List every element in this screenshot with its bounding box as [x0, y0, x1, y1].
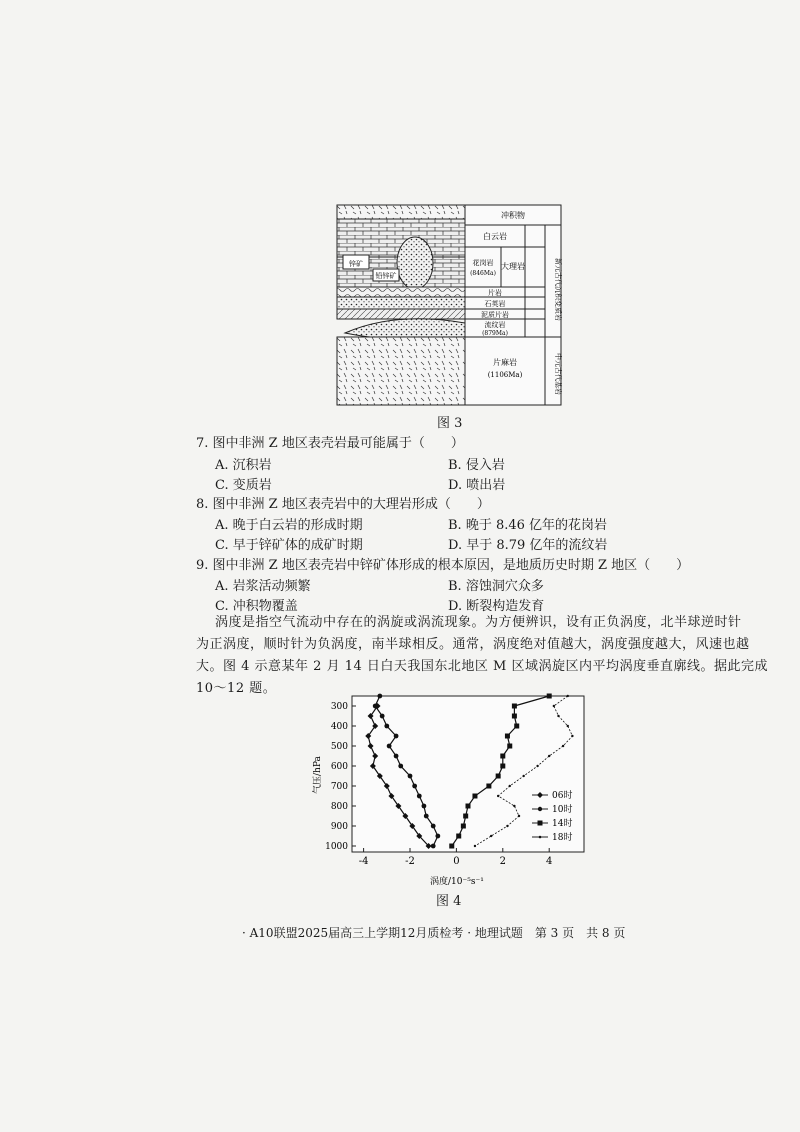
figure-4-caption: 图 4 — [436, 894, 462, 909]
y-tick-label: 600 — [330, 762, 348, 772]
data-point — [424, 814, 429, 819]
passage-line-4: 10～12 题。 — [196, 681, 277, 696]
col-side-bottom: 中元古代基岩 — [554, 353, 562, 395]
x-tick-label: 0 — [453, 856, 460, 867]
data-point — [562, 745, 564, 747]
data-point — [567, 725, 569, 727]
data-point — [486, 784, 491, 789]
data-point — [500, 764, 505, 769]
data-point — [394, 754, 399, 759]
col-rhyolite-age: (879Ma) — [482, 330, 508, 337]
passage-line-2: 为正涡度，顺时针为负涡度，南半球相反。通常，涡度绝对值越大，涡度强度越大，风速也越 — [196, 637, 750, 652]
x-tick-label: -2 — [405, 856, 415, 867]
data-point — [547, 694, 552, 699]
passage-line-3: 大。图 4 示意某年 2 月 14 日白天我国东北地区 M 区域涡旋区内平均涡度垂直廓线。据此完成 — [196, 659, 768, 674]
data-point — [571, 735, 573, 737]
data-point — [536, 765, 538, 767]
x-axis-label: 涡度/10⁻⁵s⁻¹ — [430, 877, 484, 887]
x-tick-label: -4 — [358, 856, 369, 867]
x-tick-label: 2 — [499, 856, 506, 867]
data-point — [496, 774, 501, 779]
passage-line-1: 涡度是指空气流动中存在的涡旋或涡流现象。为方便辨识，设有正负涡度，北半球逆时针 — [215, 615, 742, 630]
legend-label: 18时 — [552, 833, 573, 843]
data-point — [394, 734, 399, 739]
question-8-option-b[interactable]: B. 晚于 8.46 亿年的花岗岩 — [448, 518, 608, 533]
question-7-option-c[interactable]: C. 变质岩 — [215, 478, 272, 493]
legend-label: 10时 — [552, 805, 573, 815]
question-7-option-d[interactable]: D. 喷出岩 — [448, 478, 506, 493]
schist-layer — [337, 287, 465, 297]
data-point — [512, 704, 517, 709]
quartzite-layer — [337, 297, 465, 309]
y-tick-label: 1000 — [325, 842, 348, 852]
data-point — [466, 804, 471, 809]
col-dolomite: 白云岩 — [483, 232, 507, 241]
y-tick-label: 800 — [330, 802, 348, 812]
legend-marker — [538, 807, 542, 811]
question-8-option-c[interactable]: C. 早于锌矿体的成矿时期 — [215, 538, 363, 553]
y-tick-label: 700 — [330, 782, 348, 792]
data-point — [509, 785, 511, 787]
data-point — [500, 754, 505, 759]
y-tick-label: 300 — [330, 702, 348, 712]
col-quartzite: 石英岩 — [484, 300, 506, 308]
data-point — [557, 715, 559, 717]
col-granite-age: (846Ma) — [470, 270, 496, 277]
question-8-option-d[interactable]: D. 早于 8.79 亿年的流纹岩 — [448, 538, 608, 553]
question-9-stem: 9. 图中非洲 Z 地区表壳岩中锌矿体形成的根本原因，是地质历史时期 Z 地区（ ） — [196, 558, 690, 573]
granite-body — [397, 237, 433, 289]
data-point — [431, 844, 436, 849]
data-point — [518, 815, 520, 817]
data-point — [472, 794, 477, 799]
data-point — [512, 714, 517, 719]
gneiss-basement — [337, 337, 465, 405]
question-7-option-b[interactable]: B. 侵入岩 — [448, 458, 505, 473]
col-gneiss-age: (1106Ma) — [487, 371, 523, 379]
col-rhyolite: 流纹岩 — [484, 321, 506, 329]
data-point — [497, 795, 499, 797]
legend-marker — [538, 821, 543, 826]
data-point — [513, 805, 515, 807]
ore-label-1: 锌矿 — [349, 260, 363, 268]
data-point — [506, 825, 508, 827]
data-point — [431, 824, 436, 829]
question-9-option-a[interactable]: A. 岩浆活动频繁 — [215, 579, 311, 594]
data-point — [548, 755, 550, 757]
question-7-stem: 7. 图中非洲 Z 地区表壳岩最可能属于（ ） — [196, 436, 464, 451]
question-9-option-b[interactable]: B. 溶蚀洞穴众多 — [448, 579, 544, 594]
data-point — [514, 724, 519, 729]
data-point — [505, 734, 510, 739]
data-point — [384, 724, 389, 729]
question-7-option-a[interactable]: A. 沉积岩 — [215, 458, 272, 473]
data-point — [567, 695, 569, 697]
question-8-option-a[interactable]: A. 晚于白云岩的形成时期 — [215, 518, 363, 533]
pelitic-schist-layer — [337, 309, 465, 319]
col-side-top: 新元古代沉积变质岩 — [554, 258, 562, 321]
ore-label-2: 铅锌矿 — [375, 272, 397, 280]
data-point — [412, 784, 417, 789]
col-alluvium: 冲积物 — [501, 211, 525, 220]
data-point — [398, 764, 403, 769]
data-point — [422, 804, 427, 809]
data-point — [456, 834, 461, 839]
data-point — [435, 834, 440, 839]
data-point — [408, 774, 413, 779]
data-point — [553, 705, 555, 707]
data-point — [461, 824, 466, 829]
data-point — [522, 775, 524, 777]
legend-marker — [539, 836, 542, 839]
data-point — [377, 694, 382, 699]
data-point — [463, 814, 468, 819]
alluvium-layer — [337, 205, 465, 219]
y-tick-label: 400 — [330, 722, 348, 732]
figure-3-caption: 图 3 — [437, 416, 463, 431]
col-schist: 片岩 — [488, 289, 502, 297]
plot-frame — [352, 696, 584, 852]
figure-3 — [335, 203, 563, 406]
data-point — [474, 845, 476, 847]
vorticity-chart — [300, 690, 600, 895]
legend-label: 06时 — [552, 791, 573, 801]
data-point — [417, 794, 422, 799]
y-axis-label: 气压/hPa — [313, 756, 323, 794]
geologic-section-diagram — [335, 203, 563, 406]
data-point — [449, 844, 454, 849]
figure-4 — [300, 690, 600, 895]
data-point — [507, 744, 512, 749]
data-point — [490, 835, 492, 837]
data-point — [380, 714, 385, 719]
question-8-stem: 8. 图中非洲 Z 地区表壳岩中的大理岩形成（ ） — [196, 497, 490, 512]
question-9-option-d[interactable]: D. 断裂构造发育 — [448, 599, 545, 614]
col-granite: 花岗岩 — [472, 259, 494, 267]
page-footer: · A10联盟2025届高三上学期12月质检考 · 地理试题 第 3 页 共 8 页 — [242, 926, 626, 940]
col-pelitic: 泥质片岩 — [481, 311, 509, 319]
data-point — [373, 704, 378, 709]
legend-label: 14时 — [552, 819, 573, 829]
data-point — [387, 744, 392, 749]
question-9-option-c[interactable]: C. 冲积物覆盖 — [215, 599, 298, 614]
x-tick-label: 4 — [546, 856, 553, 867]
y-tick-label: 500 — [330, 742, 348, 752]
y-tick-label: 900 — [330, 822, 348, 832]
col-marble: 大理岩 — [501, 262, 525, 271]
col-gneiss: 片麻岩 — [493, 358, 517, 367]
